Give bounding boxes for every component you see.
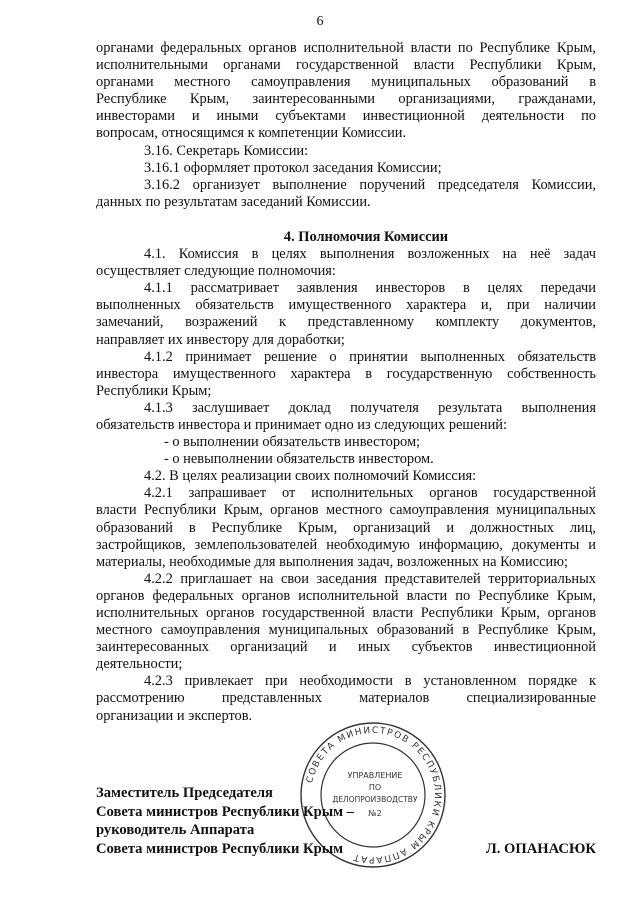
clause-4-1 [96,246,596,280]
stamp-text: №2 [368,809,382,818]
text-line: исполнительными органами государственной власти Республики Крым, [96,57,596,74]
text-line: инвесторами и иными субъектами инвестиционной деятельности по [96,108,596,125]
stamp-text: ПО [368,783,382,792]
text-line: 4.1.3 заслушивает доклад получателя результата выполнения [144,399,596,416]
paragraph-continuation [96,40,596,143]
text-line: исполнительных органов государственной власти Республики Крым, органов [96,605,596,621]
text-line: организации и экспертов. [96,707,253,724]
stamp-ring-text: СОВЕТА МИНИСТРОВ РЕСПУБЛИКИ КРЫМ АППАРАТ [305,725,443,865]
text-line: 4.2.1 запрашивает от исполнительных органов государственной [144,485,596,502]
text-line: 4.2.2 приглашает на свои заседания представителей территориальных [144,570,596,587]
text-line: органов федеральных органов исполнительной власти по Республике Крым, [96,587,596,604]
clause-3-16: 3.16. Секретарь Комиссии: [144,142,309,159]
text-line: осуществляет следующие полномочия: [96,263,336,280]
stamp-text: ДЕЛОПРОИЗВОДСТВУ [332,795,418,804]
signatory-position: Заместитель Председателя [96,785,273,801]
text-line: деятельности; [96,656,183,673]
clause-4-2-2 [96,571,596,674]
text-line: власти Республики Крым, органов местного самоуправления муниципальных [96,502,596,519]
document-body [96,40,596,725]
text-line: инвестора имущественного характера в государственную собственность [96,365,596,382]
signatory-name: Л. ОПАНАСЮК [485,840,596,857]
clause-4-1-2 [96,349,596,400]
text-line: обязательств инвестора и принимает одно из следующих решений: [96,416,507,433]
text-line: образований в Республике Крым, организаций и должностных лиц, [96,519,596,536]
text-line: заинтересованных организаций и иных субъектов инвестиционной [96,639,596,656]
text-line: 3.16.2 организует выполнение поручений председателя Комиссии, [144,176,596,193]
text-line: данных по результатам заседаний Комиссии. [96,193,371,210]
decision-option: - о выполнении обязательств инвестором; [164,434,421,451]
signature-block [96,784,596,858]
text-line: рассмотрению представленных материалов специализированные [96,690,596,707]
text-line: 4.2.3 привлекает при необходимости в установленном порядке к [144,673,596,690]
text-line: вопросам, относящимся к компетенции Комиссии. [96,125,407,142]
text-line: материалы, необходимые для выполнения задач, возложенных на Комиссию; [96,553,568,570]
text-line: местного самоуправления муниципальных образований в Республике Крым, [96,622,596,639]
text-line: застройщиков, землепользователей необходимую информацию, документы и [96,536,596,553]
text-line: выполненных обязательств имущественного характера и, при наличии [96,297,596,314]
clause-4-2-3 [96,673,596,724]
clause-4-2: 4.2. В целях реализации своих полномочий Комиссия: [144,468,477,485]
clause-3-16-2 [96,177,596,211]
decision-option: - о невыполнении обязательств инвестором. [164,451,434,468]
text-line: 4.1. Комиссия в целях выполнения возложенных на неё задач [144,246,596,263]
text-line: направляет их инвестору для доработки; [96,331,345,348]
signatory-position: Совета министров Республики Крым – [96,803,355,820]
stamp-text: УПРАВЛЕНИЕ [347,771,403,780]
clause-4-2-1 [96,485,596,570]
signatory-position: Совета министров Республики Крым [96,840,344,857]
text-line: 4.1.2 принимает решение о принятии выполненных обязательств [144,348,596,365]
section-heading: 4. Полномочия Комиссии [283,228,449,245]
text-line: органами федеральных органов исполнительной власти по Республике Крым, [96,40,596,56]
clause-4-1-3 [96,400,596,434]
clause-3-16-1: 3.16.1 оформляет протокол заседания Комиссии; [144,159,442,176]
text-line: Республики Крым; [96,382,212,399]
text-line: органами местного самоуправления муниципальных образований в [96,74,596,91]
text-line: 4.1.1 рассматривает заявления инвесторов в целях передачи [144,280,596,297]
signatory-position: руководитель Аппарата [96,822,255,838]
clause-4-1-1 [96,280,596,348]
page-number: 6 [316,14,324,29]
text-line: замечаний, возражений к представленному комплекту документов, [96,314,596,331]
text-line: Республике Крым, заинтересованными организациями, гражданами, [96,91,596,108]
